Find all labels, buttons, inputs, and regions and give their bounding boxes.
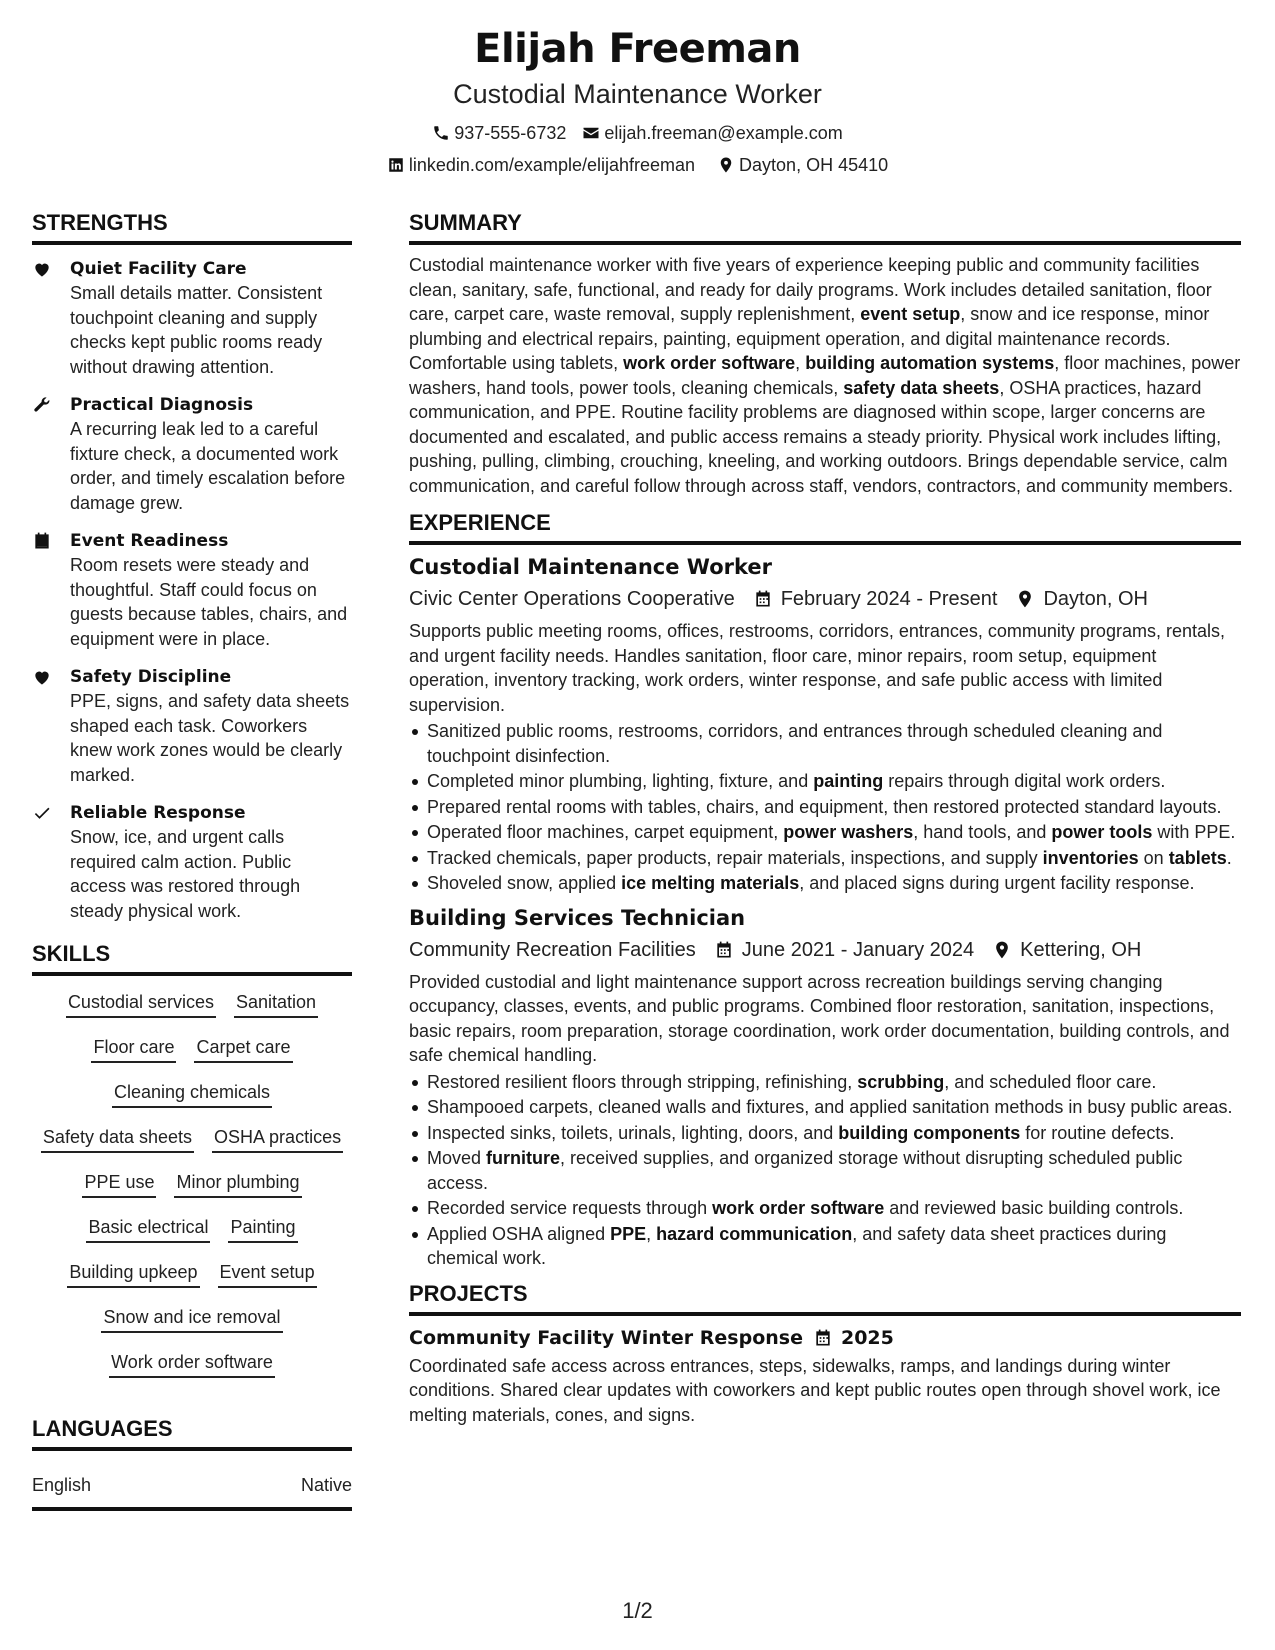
skill-tag: Minor plumbing bbox=[174, 1170, 301, 1198]
job-bullets bbox=[409, 1070, 1241, 1271]
summary-heading: SUMMARY bbox=[409, 210, 1241, 245]
skill-tag: Safety data sheets bbox=[41, 1125, 194, 1153]
skill-tag: Work order software bbox=[109, 1350, 275, 1378]
experience-heading: EXPERIENCE bbox=[409, 510, 1241, 545]
strength-desc: PPE, signs, and safety data sheets shaped each task. Coworkers knew work zones would be clearly marked. bbox=[70, 691, 350, 785]
resume-header bbox=[0, 22, 1275, 176]
skill-row bbox=[32, 1080, 352, 1108]
job-bullet: Sanitized public rooms, restrooms, corridors, and entrances through scheduled cleaning and touchpoint disinfection. bbox=[409, 719, 1241, 768]
skill-tag: Event setup bbox=[218, 1260, 317, 1288]
job-bullet: Operated floor machines, carpet equipment, power washers, hand tools, and power tools with PPE. bbox=[409, 820, 1241, 845]
map-pin-icon bbox=[717, 156, 735, 174]
calendar-icon bbox=[753, 589, 773, 609]
strength-title: Reliable Response bbox=[70, 803, 246, 823]
job-bullet: Moved furniture, received supplies, and organized storage without disrupting scheduled public access. bbox=[409, 1146, 1241, 1195]
calendar-icon bbox=[813, 1328, 833, 1348]
job-bullet: Shoveled snow, applied ice melting materials, and placed signs during urgent facility response. bbox=[409, 871, 1241, 896]
job-dates bbox=[714, 936, 974, 964]
strength-desc: A recurring leak led to a careful fixture check, a documented work order, and timely escalation before damage grew. bbox=[70, 419, 346, 513]
email-contact[interactable] bbox=[582, 122, 842, 144]
email-text[interactable]: elijah.freeman@example.com bbox=[604, 123, 843, 143]
strength-item bbox=[32, 529, 352, 651]
left-column bbox=[32, 210, 352, 1511]
skill-row bbox=[32, 1305, 352, 1333]
job-desc: Supports public meeting rooms, offices, restrooms, corridors, entrances, community programs, rentals, and urgent facility needs. Handles sanitation, floor care, minor repairs, room setup, equipment operation, inventory tracking, work orders, winter response, and safe public access with limited supervision. bbox=[409, 621, 1225, 715]
project-year-text: 2025 bbox=[840, 1326, 894, 1349]
skills-heading: SKILLS bbox=[32, 941, 352, 976]
job-location bbox=[992, 936, 1141, 964]
phone-contact bbox=[432, 122, 566, 144]
language-level: Native bbox=[300, 1475, 352, 1495]
skill-row bbox=[32, 1350, 352, 1378]
strength-desc: Snow, ice, and urgent calls required calm action. Public access was restored through steady physical work. bbox=[70, 827, 301, 921]
contact-row bbox=[0, 122, 1275, 144]
skill-tag: Basic electrical bbox=[86, 1215, 210, 1243]
phone-icon bbox=[432, 124, 450, 142]
map-pin-icon bbox=[992, 940, 1012, 960]
skill-tag: Snow and ice removal bbox=[101, 1305, 282, 1333]
project-title: Community Facility Winter Response bbox=[409, 1326, 803, 1349]
location-text: Dayton, OH 45410 bbox=[739, 155, 889, 175]
job-location-text: Dayton, OH bbox=[1043, 588, 1148, 610]
calendar-icon bbox=[714, 940, 734, 960]
candidate-name: Elijah Freeman bbox=[474, 26, 801, 72]
skill-row bbox=[32, 990, 352, 1018]
job-location bbox=[1015, 585, 1147, 613]
strengths-list bbox=[32, 257, 352, 923]
job-bullet: Prepared rental rooms with tables, chairs, and equipment, then restored protected standard layouts. bbox=[409, 795, 1241, 820]
linkedin-text[interactable]: linkedin.com/example/elijahfreeman bbox=[408, 155, 696, 175]
skill-tag: Building upkeep bbox=[67, 1260, 199, 1288]
skill-tag: OSHA practices bbox=[212, 1125, 343, 1153]
strength-item bbox=[32, 801, 352, 923]
languages-heading: LANGUAGES bbox=[32, 1416, 352, 1451]
job-bullet: Tracked chemicals, paper products, repair materials, inspections, and supply inventories on tablets. bbox=[409, 846, 1241, 871]
language-row bbox=[32, 1473, 352, 1511]
job-bullets bbox=[409, 719, 1241, 896]
job-entry bbox=[409, 904, 1241, 1271]
experience-list bbox=[409, 553, 1241, 1271]
language-name: English bbox=[32, 1475, 92, 1495]
wrench-icon bbox=[32, 395, 52, 415]
skill-row bbox=[32, 1125, 352, 1153]
strength-item bbox=[32, 257, 352, 379]
strength-desc: Small details matter. Consistent touchpoint cleaning and supply checks kept public rooms ready without drawing attention. bbox=[70, 283, 323, 377]
job-dates-text: February 2024 - Present bbox=[780, 588, 998, 610]
summary-text: Custodial maintenance worker with five years of experience keeping public and community facilities clean, sanitary, safe, functional, and ready for daily programs. Work includes detailed sanitation, floor care, carpet care, waste removal, supply replenishment, event setup, snow and ice response, minor plumbing and electrical repairs, painting, equipment operation, and digital maintenance records. Comfortable using tablets, work order software, building automation systems, floor machines, power washers, hand tools, power tools, cleaning chemicals, safety data sheets, OSHA practices, hazard communication, and PPE. Routine facility problems are diagnosed within scope, larger concerns are documented and escalated, and public access remains a steady priority. Physical work includes lifting, pushing, pulling, climbing, crouching, kneeling, and working outdoors. Brings dependable service, calm communication, and careful follow through across staff, vendors, contractors, and community members. bbox=[409, 255, 1241, 496]
check-icon bbox=[32, 803, 52, 823]
project-title-row bbox=[409, 1324, 1241, 1352]
strengths-heading: STRENGTHS bbox=[32, 210, 352, 245]
skill-tag: Custodial services bbox=[66, 990, 216, 1018]
skill-row bbox=[32, 1260, 352, 1288]
job-entry bbox=[409, 553, 1241, 896]
candidate-title: Custodial Maintenance Worker bbox=[453, 79, 822, 109]
linkedin-icon bbox=[387, 156, 405, 174]
job-bullet: Restored resilient floors through stripping, refinishing, scrubbing, and scheduled floor care. bbox=[409, 1070, 1241, 1095]
location-contact bbox=[717, 154, 888, 176]
heart-icon bbox=[32, 259, 52, 279]
project-desc: Coordinated safe access across entrances, steps, sidewalks, ramps, and landings during winter conditions. Shared clear updates with coworkers and kept public routes open through shovel work, ice melting materials, cones, and signs. bbox=[409, 1355, 1221, 1425]
email-icon bbox=[582, 124, 600, 142]
strength-title: Practical Diagnosis bbox=[70, 395, 254, 415]
job-bullet: Completed minor plumbing, lighting, fixture, and painting repairs through digital work orders. bbox=[409, 769, 1241, 794]
job-location-text: Kettering, OH bbox=[1020, 938, 1142, 961]
job-bullet: Shampooed carpets, cleaned walls and fixtures, and applied sanitation methods in busy public areas. bbox=[409, 1095, 1241, 1120]
job-dates bbox=[753, 585, 998, 613]
strength-title: Quiet Facility Care bbox=[70, 259, 247, 279]
job-bullet: Applied OSHA aligned PPE, hazard communication, and safety data sheet practices during chemical work. bbox=[409, 1222, 1241, 1271]
linkedin-contact[interactable] bbox=[387, 154, 695, 176]
strength-title: Safety Discipline bbox=[70, 667, 232, 687]
contact-row-2 bbox=[0, 154, 1275, 176]
skill-row bbox=[32, 1035, 352, 1063]
strength-item bbox=[32, 665, 352, 787]
skill-row bbox=[32, 1215, 352, 1243]
skill-row bbox=[32, 1170, 352, 1198]
strength-title: Event Readiness bbox=[70, 531, 229, 551]
skill-tag: Sanitation bbox=[234, 990, 318, 1018]
phone-text: 937-555-6732 bbox=[454, 123, 567, 143]
project-year bbox=[813, 1324, 894, 1352]
skills-list bbox=[32, 990, 352, 1378]
job-company: Community Recreation Facilities bbox=[409, 938, 696, 961]
skill-tag: PPE use bbox=[82, 1170, 156, 1198]
strength-desc: Room resets were steady and thoughtful. Staff could focus on guests because tables, chairs, and equipment were in place. bbox=[70, 555, 348, 649]
job-dates-text: June 2021 - January 2024 bbox=[741, 938, 975, 961]
skill-tag: Painting bbox=[228, 1215, 297, 1243]
right-column bbox=[409, 210, 1241, 1427]
job-bullet: Recorded service requests through work order software and reviewed basic building controls. bbox=[409, 1196, 1241, 1221]
skill-tag: Floor care bbox=[91, 1035, 176, 1063]
job-meta bbox=[409, 936, 1241, 964]
strength-item bbox=[32, 393, 352, 515]
job-title: Building Services Technician bbox=[409, 905, 746, 930]
job-title: Custodial Maintenance Worker bbox=[409, 555, 773, 579]
job-desc: Provided custodial and light maintenance support across recreation buildings serving changing occupancy, classes, events, and public programs. Combined floor restoration, sanitation, inspections, basic repairs, room preparation, storage coordination, work order documentation, building controls, and safe chemical handling. bbox=[409, 971, 1230, 1065]
job-company: Civic Center Operations Cooperative bbox=[409, 588, 735, 610]
job-meta bbox=[409, 585, 1241, 613]
calendar-icon bbox=[32, 531, 52, 551]
projects-heading: PROJECTS bbox=[409, 1281, 1241, 1316]
heart-icon bbox=[32, 667, 52, 687]
skill-tag: Carpet care bbox=[194, 1035, 292, 1063]
page-number: 1/2 bbox=[622, 1598, 653, 1623]
skill-tag: Cleaning chemicals bbox=[112, 1080, 272, 1108]
job-bullet: Inspected sinks, toilets, urinals, lighting, doors, and building components for routine defects. bbox=[409, 1121, 1241, 1146]
map-pin-icon bbox=[1015, 589, 1035, 609]
